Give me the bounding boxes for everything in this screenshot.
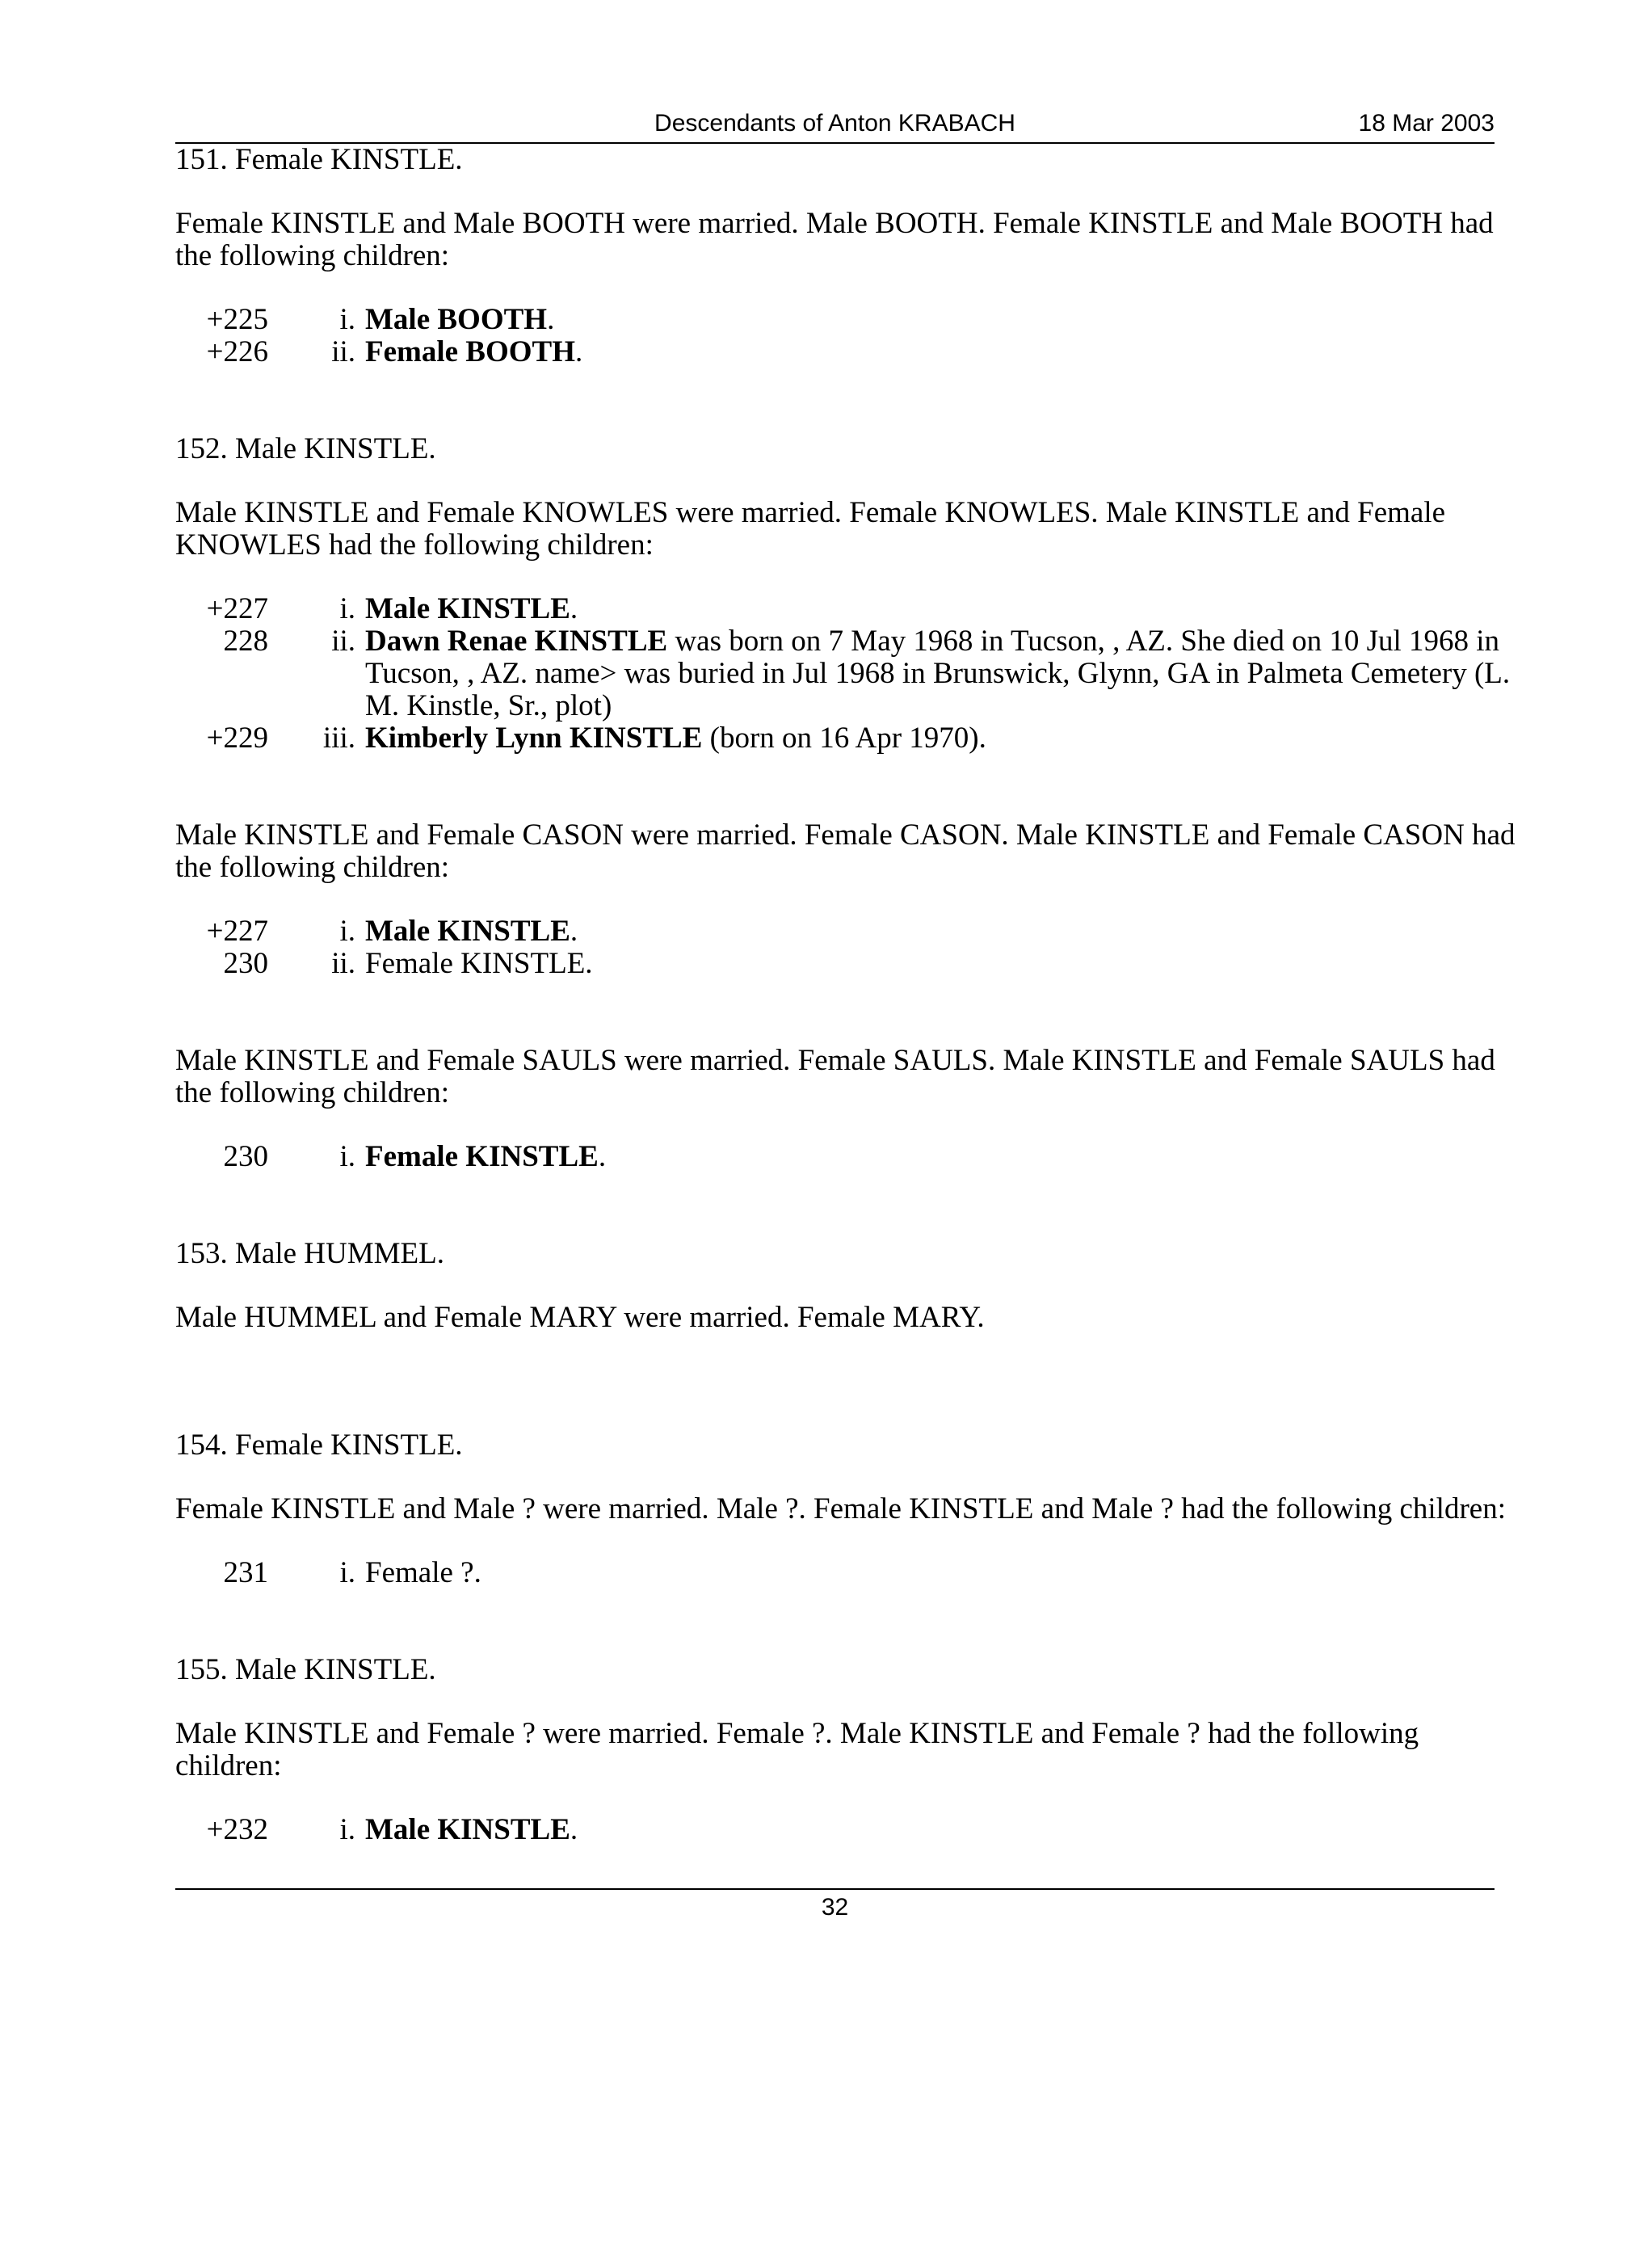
person-entry-151 [175, 144, 1516, 368]
child-row [175, 625, 1516, 722]
child-details: Female ?. [365, 1556, 481, 1589]
child-number: +229 [206, 722, 268, 755]
child-row [175, 1557, 1516, 1589]
child-details: (born on 16 Apr 1970). [702, 722, 986, 755]
children-list [175, 304, 1516, 368]
page-header [175, 107, 1495, 144]
child-roman: iii. [322, 722, 355, 755]
child-name: Male KINSTLE [365, 592, 570, 625]
child-text [365, 304, 1516, 336]
person-entry-152 [175, 433, 1516, 1173]
child-text [365, 1141, 1516, 1173]
marriage-paragraph: Female KINSTLE and Male BOOTH were married. Male BOOTH. Female KINSTLE and Male BOOTH had the following children: [175, 207, 1494, 272]
header-date: 18 Mar 2003 [1358, 110, 1495, 137]
child-name: Male KINSTLE [365, 1813, 570, 1846]
person-title: 152. Male KINSTLE. [175, 432, 436, 465]
child-number: 230 [223, 947, 268, 980]
children-list [175, 1557, 1516, 1589]
child-roman: ii. [331, 625, 355, 658]
marriage-paragraph: Male KINSTLE and Female SAULS were married. Female SAULS. Male KINSTLE and Female SAULS had the following children: [175, 1044, 1495, 1109]
child-name: Male BOOTH [365, 303, 548, 336]
children-list [175, 1141, 1516, 1173]
child-name: Female KINSTLE [365, 1140, 599, 1173]
marriage-paragraph: Male KINSTLE and Female KNOWLES were married. Female KNOWLES. Male KINSTLE and Female KNOWLES had the following children: [175, 496, 1446, 562]
child-number: +227 [206, 915, 268, 948]
child-details: . [547, 303, 555, 336]
child-name: Male KINSTLE [365, 915, 570, 948]
child-row [175, 304, 1516, 336]
child-roman: i. [339, 1556, 355, 1589]
child-row [175, 593, 1516, 625]
child-row [175, 722, 1516, 755]
child-text [365, 625, 1516, 722]
child-row [175, 948, 1516, 980]
child-text [365, 1557, 1516, 1589]
child-roman: i. [339, 915, 355, 948]
person-entry-155 [175, 1654, 1516, 1846]
page-number: 32 [821, 1894, 849, 1921]
child-details: . [598, 1140, 607, 1173]
child-row [175, 336, 1516, 368]
person-entry-153 [175, 1238, 1516, 1334]
person-title: 155. Male KINSTLE. [175, 1653, 436, 1686]
marriage-paragraph: Male KINSTLE and Female ? were married. Female ?. Male KINSTLE and Female ? had the following children: [175, 1717, 1419, 1782]
child-details: . [570, 1813, 578, 1846]
child-number: 230 [223, 1140, 268, 1173]
child-text [365, 948, 1516, 980]
child-details: was born on 7 May 1968 in Tucson, , AZ. She died on 10 Jul 1968 in Tucson, , AZ. name> was buried in Jul 1968 in Brunswick, Glynn, GA in Palmeta Cemetery (L. M. Kinstle, Sr., plot) [365, 625, 1511, 722]
child-row [175, 1814, 1516, 1846]
child-number: +225 [206, 303, 268, 336]
child-roman: i. [339, 303, 355, 336]
child-roman: i. [339, 592, 355, 625]
child-number: 228 [223, 625, 268, 658]
child-name: Dawn Renae KINSTLE [365, 625, 668, 658]
footer-rule [175, 1888, 1495, 1890]
child-roman: i. [339, 1140, 355, 1173]
child-number: +226 [206, 335, 268, 368]
child-row [175, 915, 1516, 948]
child-text [365, 593, 1516, 625]
child-row [175, 1141, 1516, 1173]
children-list [175, 1814, 1516, 1846]
children-list [175, 915, 1516, 980]
child-text [365, 336, 1516, 368]
child-details: . [575, 335, 583, 368]
child-roman: ii. [331, 335, 355, 368]
marriage-paragraph: Female KINSTLE and Male ? were married. Male ?. Female KINSTLE and Male ? had the following children: [175, 1492, 1506, 1525]
child-details: . [570, 915, 578, 948]
person-title: 153. Male HUMMEL. [175, 1237, 444, 1270]
marriage-paragraph: Male KINSTLE and Female CASON were married. Female CASON. Male KINSTLE and Female CASON had the following children: [175, 818, 1516, 884]
header-title: Descendants of Anton KRABACH [654, 110, 1015, 137]
child-details: . [570, 592, 578, 625]
child-number: +227 [206, 592, 268, 625]
person-title: 151. Female KINSTLE. [175, 143, 463, 176]
children-list [175, 593, 1516, 755]
child-text [365, 915, 1516, 948]
document-body [175, 144, 1516, 1846]
child-name: Female BOOTH [365, 335, 575, 368]
person-title: 154. Female KINSTLE. [175, 1429, 463, 1462]
child-number: +232 [206, 1813, 268, 1846]
marriage-paragraph: Male HUMMEL and Female MARY were married. Female MARY. [175, 1301, 985, 1334]
child-text [365, 1814, 1516, 1846]
child-name: Kimberly Lynn KINSTLE [365, 722, 703, 755]
child-roman: ii. [331, 947, 355, 980]
child-roman: i. [339, 1813, 355, 1846]
person-entry-154 [175, 1429, 1516, 1589]
child-number: 231 [223, 1556, 268, 1589]
child-details: Female KINSTLE. [365, 947, 593, 980]
child-text [365, 722, 1516, 755]
